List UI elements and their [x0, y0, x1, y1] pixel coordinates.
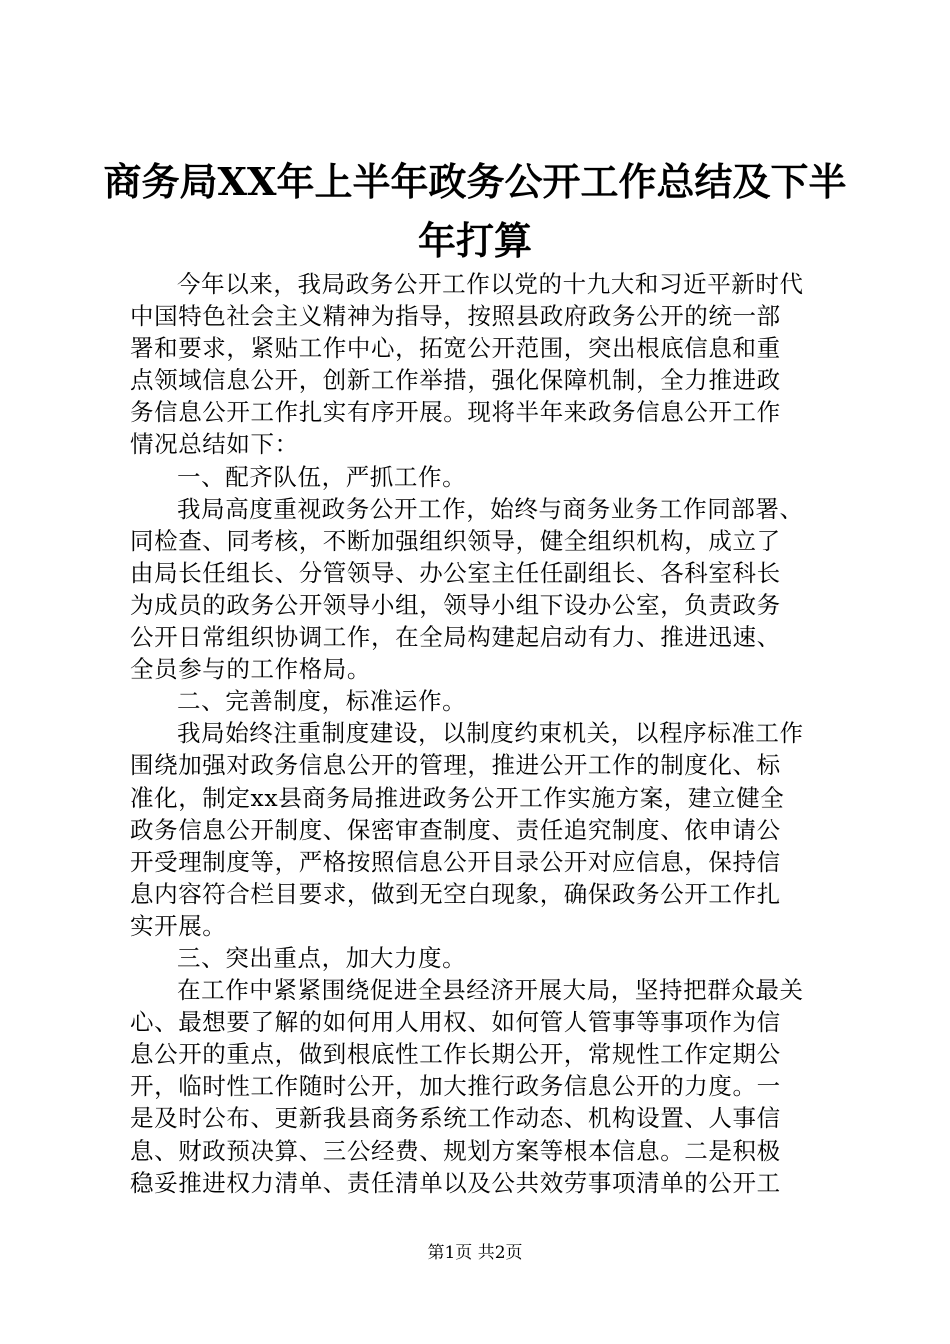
- paragraph-line: 是及时公布、更新我县商务系统工作动态、机构设置、人事信: [130, 1104, 781, 1133]
- section-heading: 一、配齐队伍，严抓工作。: [177, 462, 467, 491]
- paragraph-line: 署和要求，紧贴工作中心，拓宽公开范围，突出根底信息和重: [130, 334, 781, 363]
- document-body: [130, 268, 834, 1199]
- document-title-line-1: 商务局XX年上半年政务公开工作总结及下半: [103, 159, 847, 204]
- paragraph-line: 在工作中紧紧围绕促进全县经济开展大局，坚持把群众最关: [177, 976, 804, 1005]
- paragraph-line: 公开日常组织协调工作，在全局构建起启动有力、推进迅速、: [130, 623, 781, 652]
- paragraph-line: 点领域信息公开，创新工作举措，强化保障机制，全力推进政: [130, 366, 781, 395]
- paragraph-line: 我局高度重视政务公开工作，始终与商务业务工作同部署、: [177, 494, 804, 523]
- paragraph-line: 息公开的重点，做到根底性工作长期公开，常规性工作定期公: [130, 1040, 781, 1069]
- page-number-footer: 第1页 共2页: [427, 1243, 523, 1263]
- paragraph-line: 稳妥推进权力清单、责任清单以及公共效劳事项清单的公开工: [130, 1168, 781, 1197]
- paragraph-line: 中国特色社会主义精神为指导，按照县政府政务公开的统一部: [130, 302, 781, 331]
- paragraph-line: 今年以来，我局政务公开工作以党的十九大和习近平新时代: [177, 270, 804, 298]
- document-title-line-2: 年打算: [417, 218, 532, 263]
- paragraph-line: 开，临时性工作随时公开，加大推行政务信息公开的力度。一: [130, 1072, 781, 1101]
- paragraph-line: 全员参与的工作格局。: [130, 655, 371, 684]
- paragraph-line: 务信息公开工作扎实有序开展。现将半年来政务信息公开工作: [130, 398, 781, 427]
- section-heading: 三、突出重点，加大力度。: [177, 943, 467, 972]
- paragraph-line: 围绕加强对政务信息公开的管理，推进公开工作的制度化、标: [130, 751, 781, 780]
- paragraph-line: 由局长任组长、分管领导、办公室主任任副组长、各科室科长: [130, 558, 781, 587]
- paragraph-line: 政务信息公开制度、保密审查制度、责任追究制度、依申请公: [130, 815, 781, 844]
- paragraph-line: 我局始终注重制度建设，以制度约束机关，以程序标准工作: [177, 719, 804, 748]
- section-heading: 二、完善制度，标准运作。: [177, 687, 467, 716]
- paragraph-line: 实开展。: [130, 911, 227, 940]
- paragraph-line: 息内容符合栏目要求，做到无空白现象，确保政务公开工作扎: [130, 879, 781, 908]
- paragraph-line: 开受理制度等，严格按照信息公开目录公开对应信息，保持信: [130, 847, 781, 876]
- paragraph-line: 心、最想要了解的如何用人用权、如何管人管事等事项作为信: [130, 1008, 781, 1037]
- paragraph-line: 息、财政预决算、三公经费、规划方案等根本信息。二是积极: [130, 1136, 781, 1165]
- paragraph-line: 同检查、同考核，不断加强组织领导，健全组织机构，成立了: [130, 526, 781, 555]
- paragraph-line: 情况总结如下：: [130, 430, 299, 459]
- paragraph-line: 为成员的政务公开领导小组，领导小组下设办公室，负责政务: [130, 590, 781, 619]
- paragraph-line: 准化，制定xx县商务局推进政务公开工作实施方案，建立健全: [130, 783, 785, 812]
